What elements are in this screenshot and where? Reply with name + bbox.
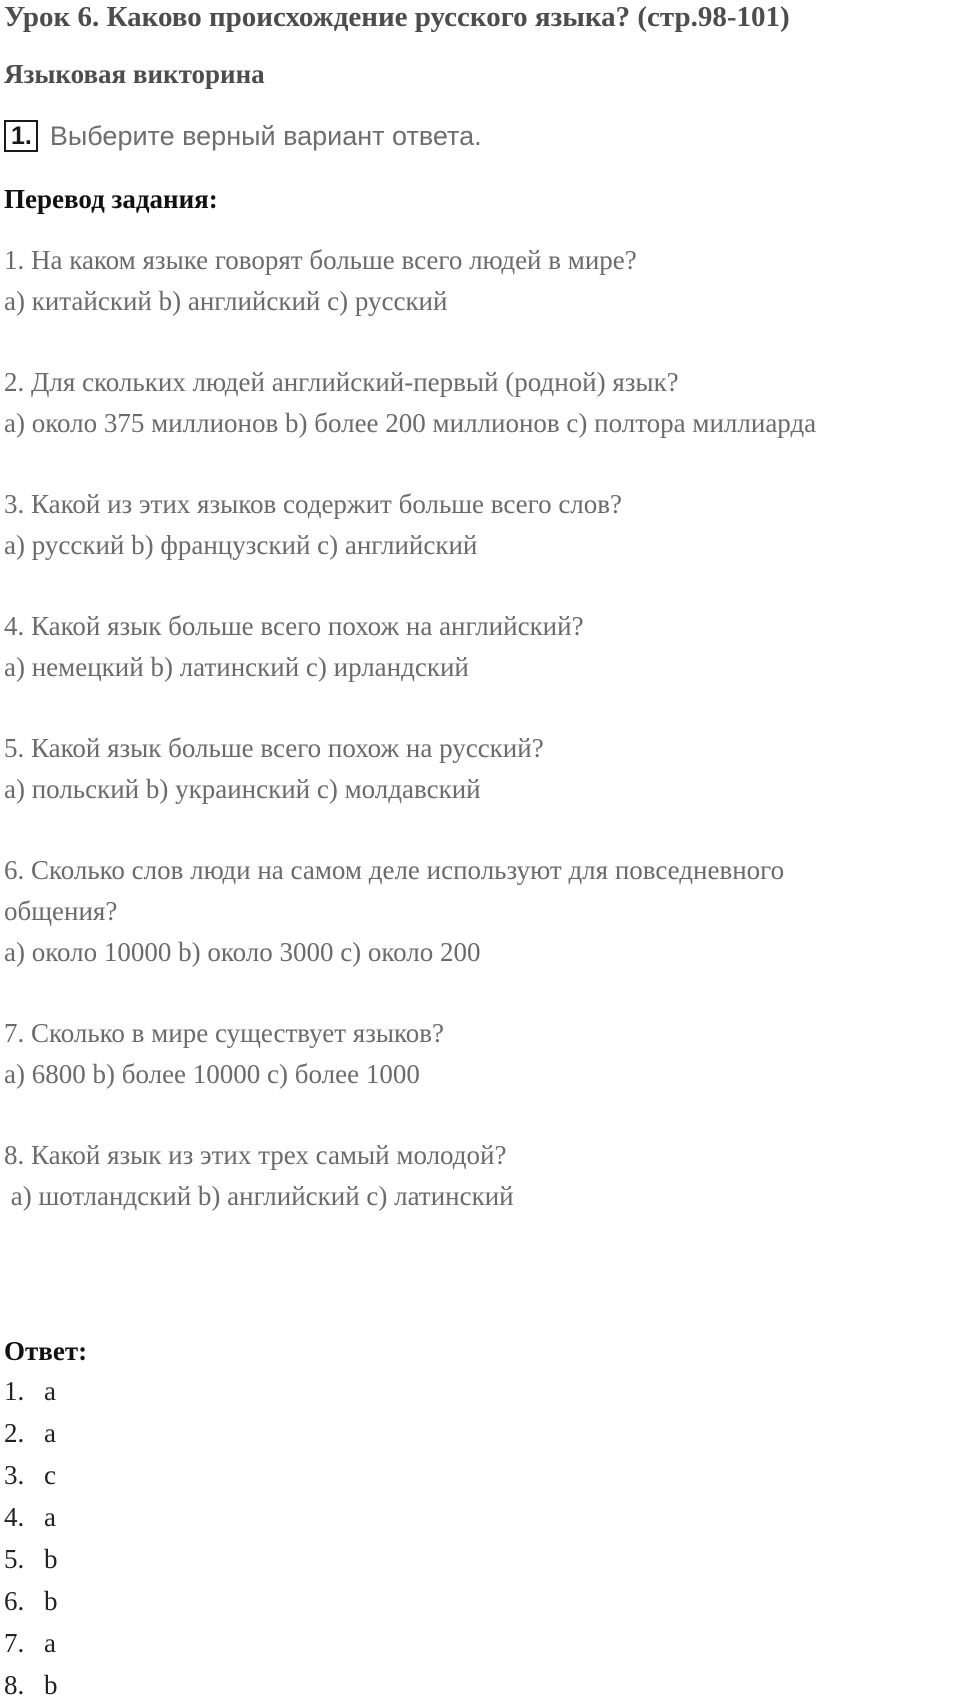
question-item [4,484,956,566]
question-item [4,1135,956,1217]
answer-number: 4. [4,1502,25,1532]
question-item [4,240,956,322]
answer-item [4,1454,58,1496]
lesson-title: Урок 6. Каково происхождение русского языка? (стр.98-101) [4,1,790,33]
question-options: a) около 375 миллионов b) более 200 миллионов c) полтора миллиарда [4,408,817,438]
answer-item [4,1496,58,1538]
question-text: 7. Сколько в мире существует языков? [4,1018,445,1048]
answer-value: a [44,1376,56,1406]
answer-number: 5. [4,1544,25,1574]
answer-value: a [44,1502,56,1532]
question-options: a) около 10000 b) около 3000 c) около 200 [4,937,481,967]
question-text: общения? [4,896,118,926]
answer-number: 8. [4,1670,25,1700]
task-instruction [4,118,482,154]
question-item [4,850,956,973]
answer-value: b [44,1544,58,1574]
answer-item [4,1370,58,1412]
question-options: a) польский b) украинский c) молдавский [4,774,481,804]
question-text: 3. Какой из этих языков содержит больше всего слов? [4,489,623,519]
question-item [4,362,956,444]
answer-value: b [44,1586,58,1616]
answer-number: 3. [4,1460,25,1490]
answer-item [4,1538,58,1580]
question-text: 1. На каком языке говорят больше всего людей в мире? [4,245,637,275]
answer-number: 2. [4,1418,25,1448]
question-list [4,240,956,1257]
answer-list [4,1370,58,1706]
answer-item [4,1580,58,1622]
question-options: a) русский b) французский c) английский [4,530,478,560]
task-number-badge: 1. [4,120,38,152]
answer-heading: Ответ: [4,1336,88,1366]
answer-number: 6. [4,1586,25,1616]
answer-item [4,1664,58,1706]
translation-heading: Перевод задания: [4,184,218,214]
answer-value: a [44,1418,56,1448]
question-text: 2. Для скольких людей английский-первый (родной) язык? [4,367,679,397]
answer-item [4,1412,58,1454]
question-options: a) шотландский b) английский c) латинский [4,1181,514,1211]
quiz-title: Языковая викторина [4,59,265,89]
answer-number: 1. [4,1376,25,1406]
answer-value: a [44,1628,56,1658]
question-options: a) 6800 b) более 10000 c) более 1000 [4,1059,420,1089]
question-item [4,1013,956,1095]
answer-number: 7. [4,1628,25,1658]
answer-item [4,1622,58,1664]
question-text: 4. Какой язык больше всего похож на английский? [4,611,584,641]
question-options: a) немецкий b) латинский c) ирландский [4,652,469,682]
answer-value: c [44,1460,56,1490]
question-text: 6. Сколько слов люди на самом деле используют для повседневного [4,855,785,885]
answer-value: b [44,1670,58,1700]
task-text: Выберите верный вариант ответа. [49,120,482,151]
question-item [4,728,956,810]
question-text: 5. Какой язык больше всего похож на русский? [4,733,544,763]
question-text: 8. Какой язык из этих трех самый молодой? [4,1140,507,1170]
question-item [4,606,956,688]
question-options: a) китайский b) английский c) русский [4,286,448,316]
